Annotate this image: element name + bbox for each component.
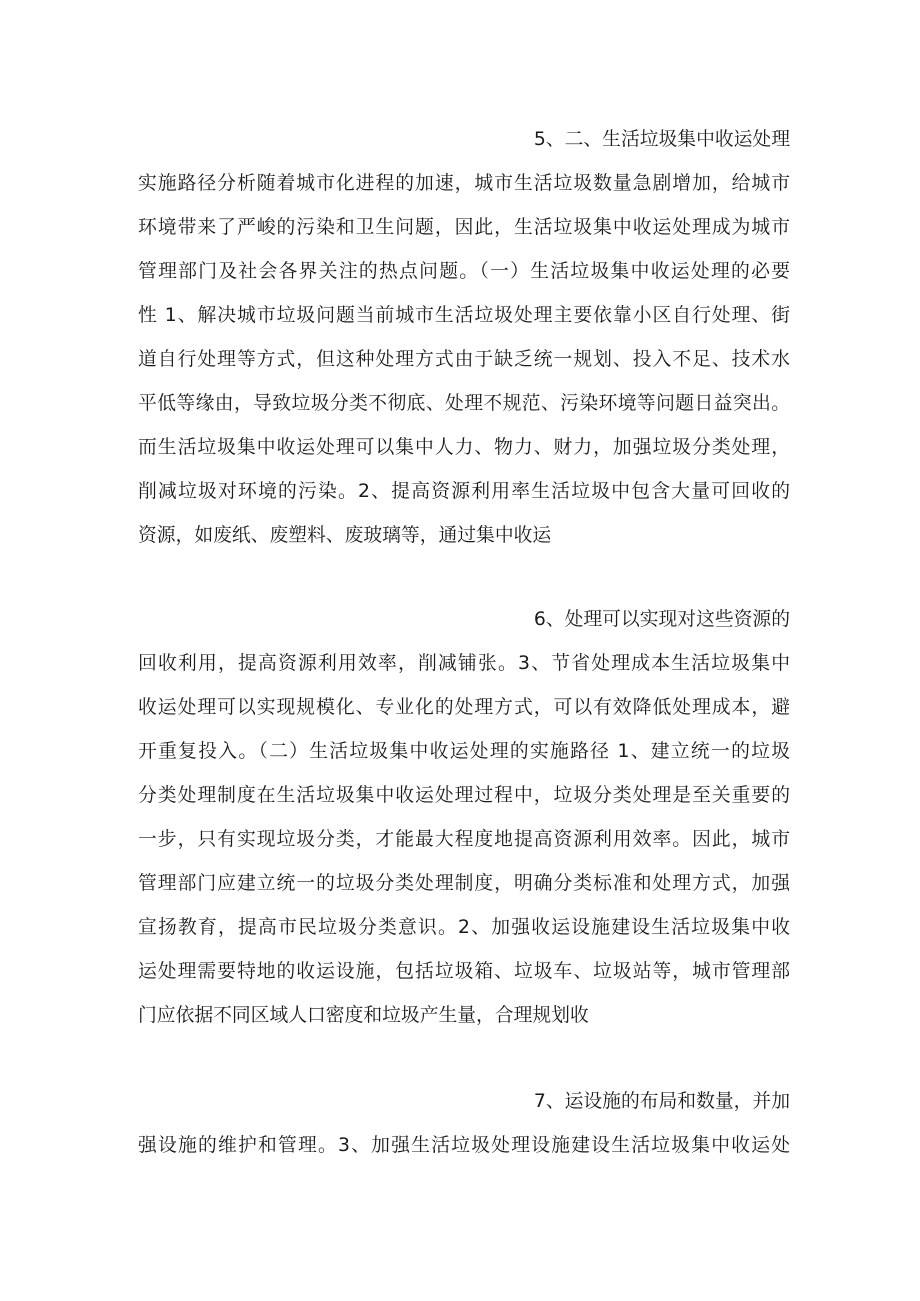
text-line: 一步，只有实现垃圾分类，才能最大程度地提高资源利用效率。因此，城市 bbox=[138, 829, 790, 850]
text-line: 门应依据不同区域人口密度和垃圾产生量，合理规划收 bbox=[138, 1005, 589, 1026]
text-line: 回收利用，提高资源利用效率，削减铺张。3、节省处理成本生活垃圾集中 bbox=[138, 653, 790, 674]
paragraph-block-5 bbox=[138, 162, 790, 558]
text-line: 平低等缘由，导致垃圾分类不彻底、处理不规范、污染环境等问题日益突出。 bbox=[138, 393, 790, 414]
text-line: 实施路径分析随着城市化进程的加速，城市生活垃圾数量急剧增加，给城市 bbox=[138, 173, 790, 194]
text-line: 环境带来了严峻的污染和卫生问题，因此，生活垃圾集中收运处理成为城市 bbox=[138, 217, 790, 238]
text-line: 性 1、解决城市垃圾问题当前城市生活垃圾处理主要依靠小区自行处理、街 bbox=[138, 305, 790, 326]
text-line: 而生活垃圾集中收运处理可以集中人力、物力、财力，加强垃圾分类处理， bbox=[138, 437, 790, 458]
paragraph-block-7 bbox=[138, 1124, 790, 1168]
text-line: 管理部门及社会各界关注的热点问题。（一）生活垃圾集中收运处理的必要 bbox=[138, 261, 790, 282]
text-line: 宣扬教育，提高市民垃圾分类意识。2、加强收运设施建设生活垃圾集中收 bbox=[138, 917, 790, 938]
text-line: 分类处理制度在生活垃圾集中收运处理过程中，垃圾分类处理是至关重要的 bbox=[138, 785, 790, 806]
text-line: 削减垃圾对环境的污染。2、提高资源利用率生活垃圾中包含大量可回收的 bbox=[138, 481, 790, 502]
section-heading-5: 5、二、生活垃圾集中收运处理 bbox=[533, 129, 790, 150]
text-line: 资源，如废纸、废塑料、废玻璃等，通过集中收运 bbox=[138, 525, 552, 546]
section-heading-6: 6、处理可以实现对这些资源的 bbox=[533, 609, 790, 630]
section-heading-7: 7、运设施的布局和数量，并加 bbox=[533, 1091, 790, 1112]
text-line: 强设施的维护和管理。3、加强生活垃圾处理设施建设生活垃圾集中收运处 bbox=[138, 1135, 790, 1156]
text-line: 收运处理可以实现规模化、专业化的处理方式，可以有效降低处理成本，避 bbox=[138, 697, 790, 718]
text-line: 道自行处理等方式，但这种处理方式由于缺乏统一规划、投入不足、技术水 bbox=[138, 349, 790, 370]
paragraph-block-6 bbox=[138, 642, 790, 1038]
text-line: 运处理需要特地的收运设施，包括垃圾箱、垃圾车、垃圾站等，城市管理部 bbox=[138, 961, 790, 982]
text-line: 管理部门应建立统一的垃圾分类处理制度，明确分类标准和处理方式，加强 bbox=[138, 873, 790, 894]
text-line: 开重复投入。（二）生活垃圾集中收运处理的实施路径 1、建立统一的垃圾 bbox=[138, 741, 790, 762]
